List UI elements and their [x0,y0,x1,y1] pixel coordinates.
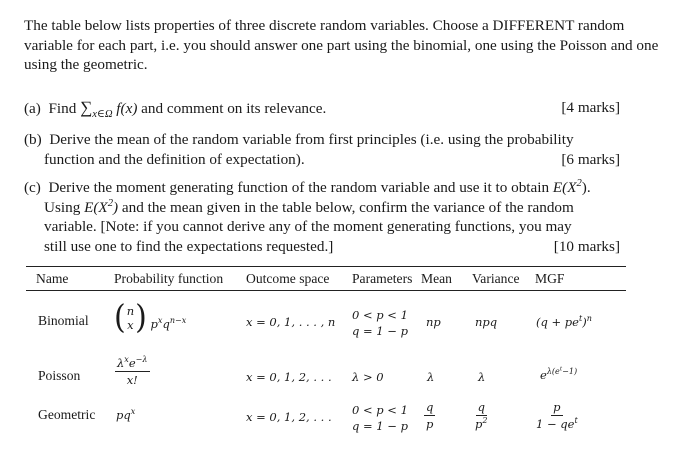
part-a-func: f(x) [116,100,138,117]
row-geometric-params [352,402,408,434]
header-variance: Variance [472,271,520,286]
intro-paragraph: The table below lists properties of three discrete random variables. Choose a DIFFERENT random variable for each part, i.e. you should answer one part using the binomial, one using the Poisson and one using the geometric. [24,17,659,73]
row-geometric-outcome: x = 0, 1, 2, . . . [246,410,332,424]
part-b-label: (b) [24,131,42,148]
row-poisson-mgf [540,368,577,382]
poisson-mgf-base: e [540,368,547,382]
binomial-param2: q = 1 − p [352,324,408,338]
header-mean: Mean [421,271,452,286]
poisson-num-lambda: λ [117,356,125,370]
binom-top: n [126,304,135,318]
geometric-mgf-den-exp: t [574,416,578,426]
part-b-line1: Derive the mean of the random variable from first principles (i.e. using the probability [49,131,574,148]
part-b-line2: function and the definition of expectation). [44,150,305,168]
geometric-prob-base: pq [116,408,131,422]
sum-symbol: ∑ [80,98,93,117]
part-a-label: (a) [24,100,41,117]
ex2-close: ). [581,179,591,196]
poisson-num-exp1: x [124,355,129,365]
part-c-ex2-inline: $E(X^2)$ [84,197,119,216]
header-mgf: MGF [535,271,565,286]
row-poisson-params: λ > 0 [352,370,384,384]
geometric-param2: q = 1 − p [352,419,408,433]
row-geometric-variance [473,400,490,431]
part-a [24,98,620,119]
part-b [24,130,620,169]
binom-p: p [150,317,158,331]
binom-p-exp: x [157,316,163,326]
row-binomial-mgf [536,315,592,329]
table-header-rule [26,290,626,291]
binom-mgf-base: (q + pe [536,315,579,329]
part-c-marks: [10 marks] [553,237,620,255]
ex2-inline-exp: 2 [107,197,114,209]
header-params: Parameters [352,271,413,286]
geometric-mgf-num: p [553,400,561,414]
part-c-label: (c) [24,179,41,196]
poisson-num-exp2: −λ [135,355,148,365]
row-poisson-mean: λ [427,370,435,384]
geometric-prob-exp: x [130,407,136,417]
geometric-var-den-exp: 2 [482,416,488,426]
part-c-line2-post: and the mean given in the table below, confirm the variance of the random [121,198,574,216]
poisson-num-e: e [128,356,136,370]
row-geometric-mgf [534,400,580,431]
binomial-param1: 0 < p < 1 [352,308,408,322]
row-binomial-prob [114,298,187,337]
part-c-line2-pre: Using [44,198,81,216]
poisson-den: x! [126,373,138,387]
geometric-param1: 0 < p < 1 [352,403,408,417]
row-binomial-mean: np [426,315,441,329]
part-a-text-post: and comment on its relevance. [141,100,327,117]
binom-q-exp: n−x [169,316,187,326]
row-geometric-prob [116,408,135,422]
sum-subscript: x∈Ω [92,109,113,121]
geometric-var-den: p [475,417,483,431]
geometric-var-num: q [477,400,485,414]
table-top-rule [26,266,626,267]
row-poisson-name: Poisson [38,368,81,383]
row-poisson-variance: λ [478,370,486,384]
poisson-mgf-exp: λ(e [546,367,560,377]
row-binomial-params [352,307,408,339]
row-geometric-name: Geometric [38,407,96,422]
binom-mgf-inner-exp: t [578,314,583,324]
binomial-coefficient: ( n x ) [114,298,147,337]
geometric-mgf-den: 1 − qe [536,417,575,431]
row-poisson-outcome: x = 0, 1, 2, . . . [246,370,332,384]
binom-mgf-close: ) [582,315,587,329]
header-outcome: Outcome space [246,271,330,286]
part-c [24,178,620,256]
geometric-mean-num: q [426,400,434,414]
row-poisson-prob [115,356,150,387]
header-prob: Probability function [114,271,224,286]
part-c-ex2 [553,179,582,196]
part-a-marks: [4 marks] [561,99,620,116]
part-c-line1: Derive the moment generating function of the random variable and use it to obtain [48,179,550,196]
row-binomial-variance: npq [475,315,498,329]
binom-bottom: x [127,318,134,332]
poisson-mgf-exp-close: −1) [562,367,578,377]
row-geometric-mean [424,400,435,431]
header-name: Name [36,271,69,286]
part-c-line3: variable. [Note: if you cannot derive any of the moment generating functions, you may [44,218,572,235]
binom-q: q [162,317,170,331]
part-a-sum [80,98,113,121]
ex2-base: E(X [552,179,577,196]
geometric-mean-den: p [426,417,434,431]
binom-mgf-exp: n [586,314,592,324]
part-b-marks: [6 marks] [561,150,620,168]
ex2-exp: 2 [576,177,582,189]
poisson-mgf-exp-t: t [559,366,563,373]
ex2-inline-base: E(X [84,198,108,216]
row-binomial-outcome: x = 0, 1, . . . , n [246,315,336,329]
part-a-text-pre: Find [48,100,77,117]
row-binomial-name: Binomial [38,313,89,328]
part-c-line4: still use one to find the expectations requested.] [44,237,334,255]
